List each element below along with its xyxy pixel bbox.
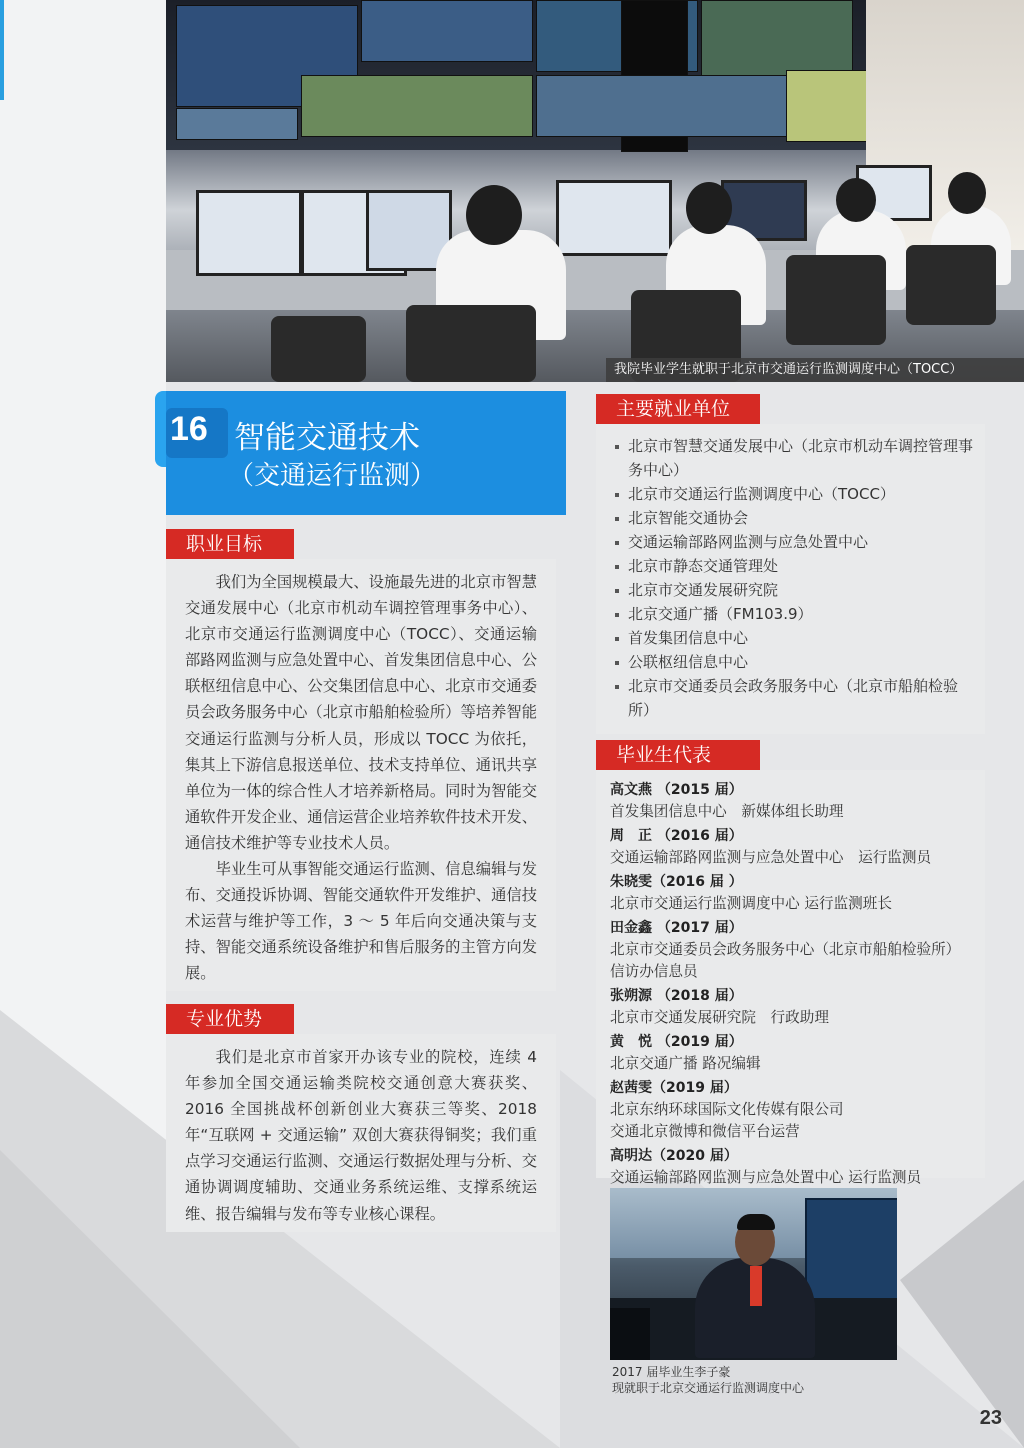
graduate-position: 北京市交通委员会政务服务中心（北京市船舶检验所）	[610, 941, 961, 958]
graduate-entry	[610, 1031, 977, 1075]
graduate-name: 田金鑫 （2017 届）	[610, 920, 743, 936]
graduate-position: 北京东纳环球国际文化传媒有限公司	[610, 1101, 844, 1118]
graduate-name: 张朔源 （2018 届）	[610, 988, 743, 1004]
list-item: 北京交通广播（FM103.9）	[612, 602, 973, 626]
photo-caption: 我院毕业学生就职于北京市交通运行监测调度中心（TOCC）	[606, 358, 1024, 382]
graduates-heading: 毕业生代表	[596, 740, 760, 770]
graduate-name: 赵茜雯（2019 届）	[610, 1080, 738, 1096]
page-number: 23	[979, 1407, 1002, 1429]
advantage-paragraph: 我们是北京市首家开办该专业的院校，连续 4 年参加全国交通运输类院校交通创意大赛获奖、2016 全国挑战杯创新创业大赛获三等奖、2018 年“互联网 + 交通运输” 双创大赛获得铜奖；我们重点学习交通运行监测、交通运行数据处理与分析、交通协调调度辅助、交通业务系统运维、支撑系统运维、报告编辑与发布等专业核心课程。	[185, 1048, 537, 1223]
graduate-position: 信访办信息员	[610, 963, 698, 980]
graduate-entry	[610, 1145, 977, 1189]
graduate-position: 交通北京微博和微信平台运营	[610, 1123, 800, 1140]
list-item: 北京市静态交通管理处	[612, 554, 973, 578]
graduate-entry	[610, 917, 977, 983]
graduate-name: 高文燕 （2015 届）	[610, 782, 743, 798]
graduate-entry	[610, 985, 977, 1029]
caption-line: 现就职于北京交通运行监测调度中心	[612, 1381, 805, 1395]
program-title: 智能交通技术	[234, 420, 420, 456]
list-item: 北京市交通委员会政务服务中心（北京市船舶检验所）	[612, 674, 973, 722]
graduate-name: 朱晓雯（2016 届 ）	[610, 874, 743, 890]
employers-heading: 主要就业单位	[596, 394, 760, 424]
list-item: 北京市交通发展研究院	[612, 578, 973, 602]
graduate-photo-caption	[612, 1364, 804, 1396]
graduates-panel	[596, 770, 985, 1186]
list-item: 北京市智慧交通发展中心（北京市机动车调控管理事务中心）	[612, 434, 973, 482]
career-goal-paragraph: 毕业生可从事智能交通运行监测、信息编辑与发布、交通投诉协调、智能交通软件开发维护、通信技术运营与维护等工作，3 ～ 5 年后向交通决策与支持、智能交通系统设备维护和售后服务的主管方向发展。	[185, 860, 537, 983]
career-goal-panel	[166, 559, 556, 991]
list-item: 公联枢纽信息中心	[612, 650, 973, 674]
left-accent-bar	[0, 0, 4, 100]
graduate-entry	[610, 871, 977, 915]
graduate-position: 交通运输部路网监测与应急处置中心 运行监测员	[610, 1169, 922, 1186]
career-goal-paragraph: 我们为全国规模最大、设施最先进的北京市智慧交通发展中心（北京市机动车调控管理事务中心）、北京市交通运行监测调度中心（TOCC）、交通运输部路网监测与应急处置中心、首发集团信息中心、公联枢纽信息中心、公交集团信息中心、北京市交通委员会政务服务中心（北京市船舶检验所）等培养智能交通运行监测与分析人员，形成以 TOCC 为依托，集其上下游信息报送单位、技术支持单位、通讯共享单位为一体的综合性人才培养新格局。同时为智能交通软件开发企业、通信运营企业培养软件技术开发、通信技术维护等专业技术人员。	[185, 573, 537, 852]
list-item: 交通运输部路网监测与应急处置中心	[612, 530, 973, 554]
career-goal-heading: 职业目标	[166, 529, 294, 559]
advantage-heading: 专业优势	[166, 1004, 294, 1034]
graduate-entry	[610, 825, 977, 869]
advantage-panel	[166, 1034, 556, 1232]
program-subtitle: （交通运行监测）	[228, 461, 437, 491]
graduate-position: 北京市交通发展研究院 行政助理	[610, 1009, 829, 1026]
graduate-entry	[610, 779, 977, 823]
caption-line: 2017 届毕业生李子豪	[612, 1365, 731, 1379]
graduate-entry	[610, 1077, 977, 1143]
control-room-photo	[166, 0, 1024, 382]
list-item: 北京智能交通协会	[612, 506, 973, 530]
graduate-name: 黄 悦 （2019 届）	[610, 1034, 743, 1050]
graduate-name: 高明达（2020 届）	[610, 1148, 738, 1164]
graduate-position: 北京交通广播 路况编辑	[610, 1055, 761, 1072]
employers-panel	[596, 424, 985, 734]
graduate-photo	[610, 1188, 897, 1360]
list-item: 首发集团信息中心	[612, 626, 973, 650]
graduate-position: 首发集团信息中心 新媒体组长助理	[610, 803, 844, 820]
list-item: 北京市交通运行监测调度中心（TOCC）	[612, 482, 973, 506]
employers-list	[612, 434, 973, 722]
graduate-position: 交通运输部路网监测与应急处置中心 运行监测员	[610, 849, 932, 866]
graduate-position: 北京市交通运行监测调度中心 运行监测班长	[610, 895, 892, 912]
graduate-name: 周 正 （2016 届）	[610, 828, 743, 844]
program-number: 16	[170, 410, 208, 448]
